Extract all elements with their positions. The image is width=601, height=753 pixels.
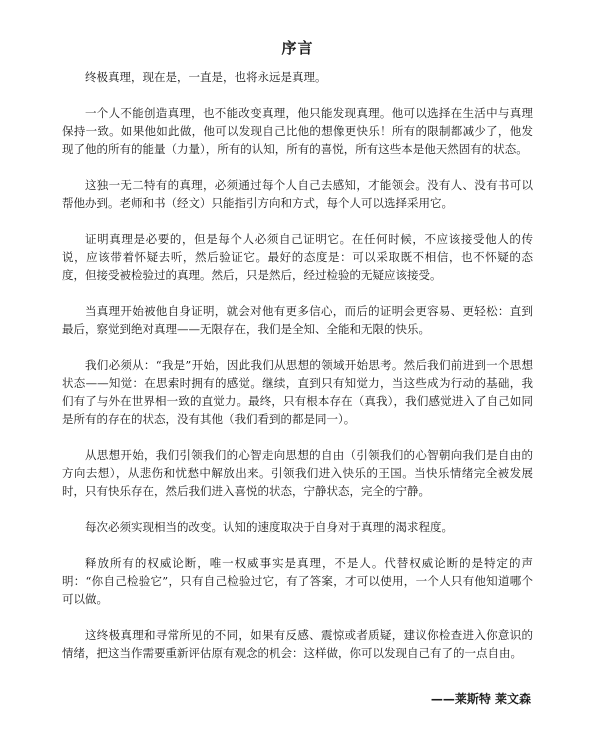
paragraph-1: 终极真理，现在是，一直是，也将永远是真理。 [85, 70, 327, 84]
paragraph-10: 这终极真理和寻常所见的不同，如果有反感、震惊或者质疑，建议你检查进入你意识的情绪，把这当作需要重新评估原有观念的机会：这样做，你可以发现自己有了的一点自由。 [62, 628, 533, 660]
paragraph-7: 从思想开始，我们引领我们的心智走向思想的自由（引领我们的心智朝向我们是自由的方向去想），从悲伤和忧愁中解放出来。引领我们进入快乐的王国。当快乐情绪完全被发展时，只有快乐存在，然后我们进入喜悦的状态，宁静状态，完全的宁静。 [62, 448, 533, 498]
author-signature: ——莱斯特 莱文森 [430, 692, 531, 706]
paragraph-8: 每次必须实现相当的改变。认知的速度取决于自身对于真理的渴求程度。 [85, 520, 453, 534]
paragraph-3: 这独一无二特有的真理，必须通过每个人自己去感知，才能领会。没有人、没有书可以帮他办到。老师和书（经文）只能指引方向和方式，每个人可以选择采用它。 [62, 178, 533, 210]
paragraph-5: 当真理开始被他自身证明，就会对他有更多信心，而后的证明会更容易、更轻松：直到最后，察觉到绝对真理——无限存在，我们是全知、全能和无限的快乐。 [62, 304, 533, 336]
paragraph-9: 释放所有的权威论断，唯一权威事实是真理，不是人。代替权威论断的是特定的声明：“你自己检验它”，只有自己检验过它，有了答案，才可以使用，一个人只有他知道哪个可以做。 [62, 556, 533, 606]
paragraph-2: 一个人不能创造真理，也不能改变真理，他只能发现真理。他可以选择在生活中与真理保持一致。如果他如此做，他可以发现自己比他的想像更快乐！所有的限制都减少了，他发现了他的所有的能量（力量），所有的认知，所有的喜悦，所有这些本是他天然固有的状态。 [62, 106, 533, 156]
page-title: 序言 [281, 39, 314, 57]
paragraph-6: 我们必须从：“我是”开始，因此我们从思想的领域开始思考。然后我们前进到一个思想状态——知觉：在思索时拥有的感觉。继续，直到只有知觉力，当这些成为行动的基础，我们有了与外在世界相一致的直觉力。最终，只有根本存在（真我），我们感觉进入了自己如同是所有的存在的状态，没有其他（我们看到的都是同一）。 [62, 358, 533, 426]
paragraph-4: 证明真理是必要的，但是每个人必须自己证明它。在任何时候，不应该接受他人的传说，应该带着怀疑去听，然后验证它。最好的态度是：可以采取既不相信，也不怀疑的态度，但接受被检验过的真理。然后，只是然后，经过检验的无疑应该接受。 [62, 232, 533, 282]
